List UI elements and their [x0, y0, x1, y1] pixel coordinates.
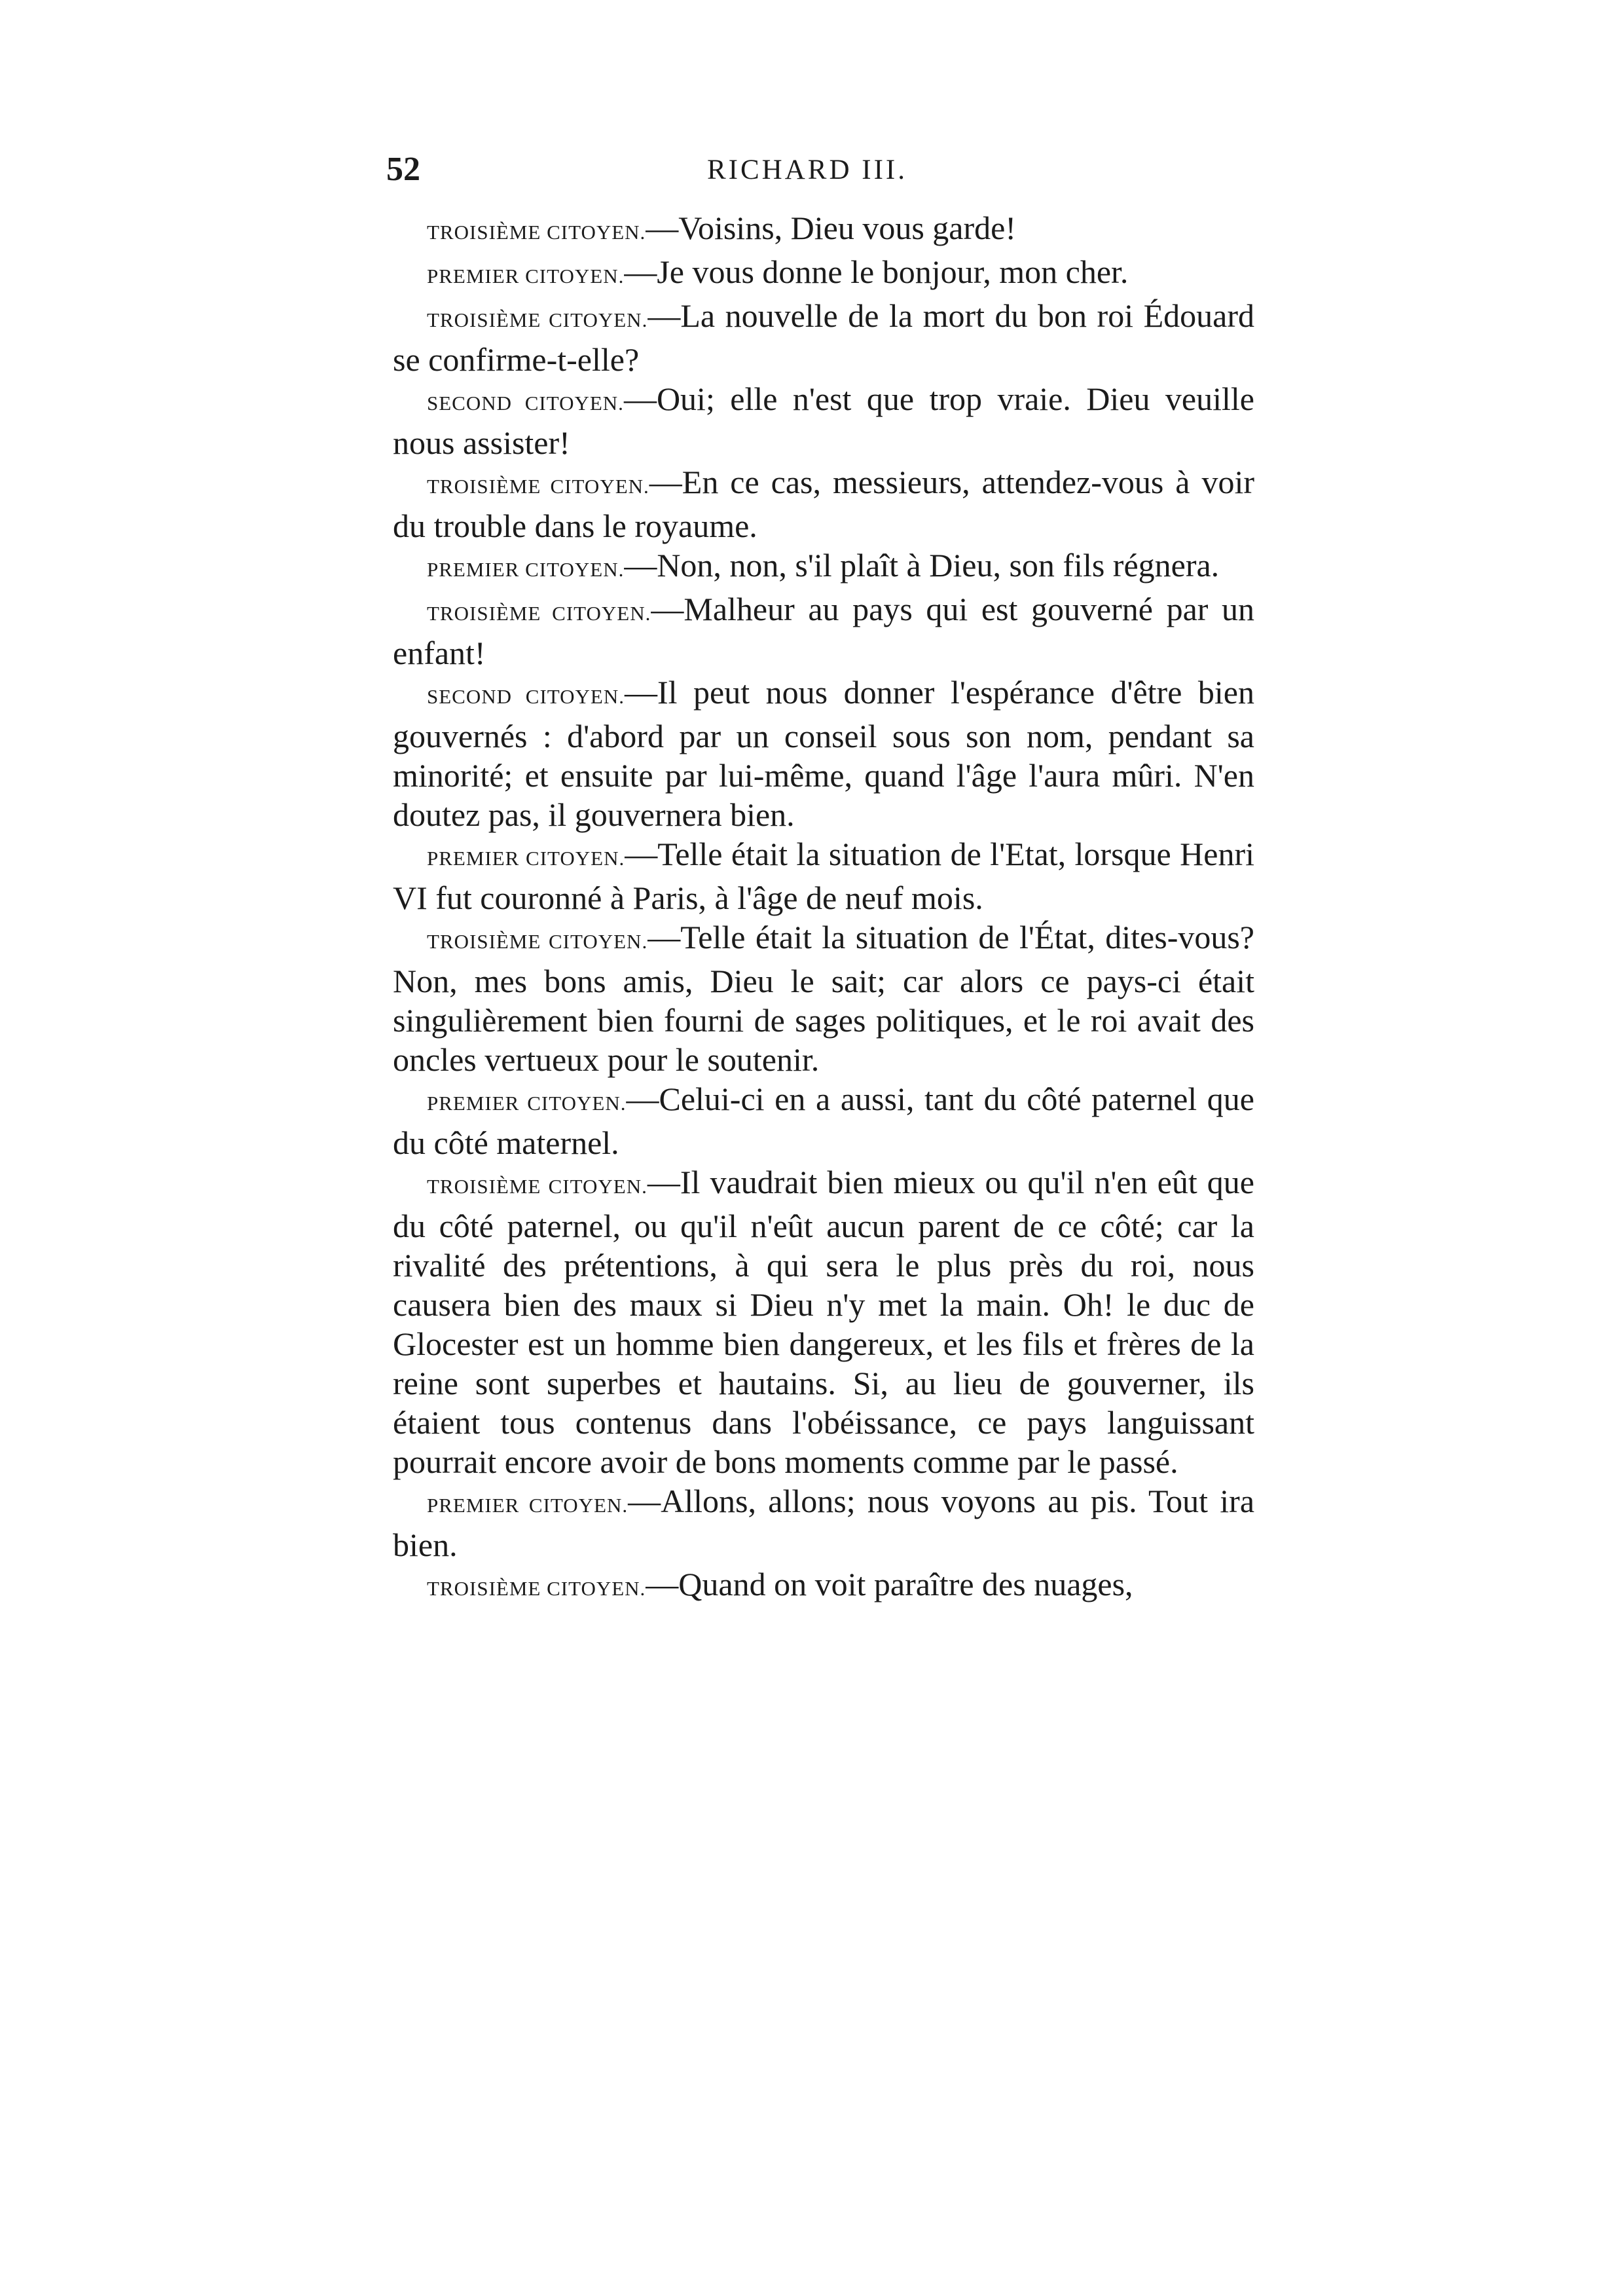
speaker-name: PREMIER CITOYEN.: [427, 1092, 627, 1115]
speech-paragraph: [393, 1079, 1254, 1162]
dialogue-text: [393, 208, 1254, 1608]
speech-text: —Je vous donne le bonjour, mon cher.: [624, 253, 1129, 290]
speaker-name: PREMIER CITOYEN.: [427, 265, 625, 287]
speech-text: —Non, non, s'il plaît à Dieu, son fils régnera.: [624, 547, 1220, 583]
speech-paragraph: [393, 1481, 1254, 1565]
speech-text: —Malheur au pays qui est gouverné par un enfant!: [393, 591, 1255, 671]
speaker-name: SECOND CITOYEN.: [427, 392, 624, 415]
speaker-name: PREMIER CITOYEN.: [427, 558, 625, 581]
speech-text: —Il peut nous donner l'espérance d'être bien gouvernés : d'abord par un conseil sous son nom, pendant sa minorité; et ensuite par lui-même, quand l'âge l'aura mûri. N'en doutez pas, il gouvernera bien.: [393, 674, 1254, 833]
speech-paragraph: [393, 296, 1254, 379]
speech-paragraph: [393, 546, 1254, 589]
speech-paragraph: [393, 252, 1254, 296]
speech-paragraph: [393, 208, 1254, 252]
speech-paragraph: [393, 673, 1254, 834]
speech-text: —Allons, allons; nous voyons au pis. Tout ira bien.: [393, 1483, 1255, 1563]
page-header: [386, 147, 1270, 193]
speaker-name: SECOND CITOYEN.: [427, 685, 625, 708]
speech-paragraph: [393, 1162, 1254, 1481]
speech-text: —La nouvelle de la mort du bon roi Édouard se confirme-t-elle?: [393, 297, 1255, 378]
speech-paragraph: [393, 379, 1254, 462]
speech-paragraph: [393, 834, 1254, 917]
speaker-name: TROISIÈME CITOYEN.: [427, 475, 649, 498]
speech-text: —En ce cas, messieurs, attendez-vous à voir du trouble dans le royaume.: [393, 464, 1255, 544]
speech-text: —Telle était la situation de l'Etat, lorsque Henri VI fut couronné à Paris, à l'âge de neuf mois.: [393, 836, 1254, 916]
speech-paragraph: [393, 1565, 1254, 1608]
speech-text: —Telle était la situation de l'État, dites-vous? Non, mes bons amis, Dieu le sait; car alors ce pays-ci était singulièrement bien fourni de sages politiques, et le roi avait des oncles vertueux pour le soutenir.: [393, 919, 1254, 1078]
speech-paragraph: [393, 462, 1254, 546]
speech-text: —Celui-ci en a aussi, tant du côté paternel que du côté maternel.: [393, 1081, 1254, 1161]
speech-text: —Il vaudrait bien mieux ou qu'il n'en eût que du côté paternel, ou qu'il n'eût aucun parent de ce côté; car la rivalité des prétentions, à qui sera le plus près du roi, nous causera bien des maux si Dieu n'y met la main. Oh! le duc de Glocester est un homme bien dangereux, et les fils et frères de la reine sont superbes et hautains. Si, au lieu de gouverner, ils étaient tous contenus dans l'obéissance, ce pays languissant pourrait encore avoir de bons moments comme par le passé.: [393, 1164, 1254, 1480]
page-number: 52: [386, 151, 420, 188]
speaker-name: TROISIÈME CITOYEN.: [427, 1175, 647, 1198]
speech-text: —Oui; elle n'est que trop vraie. Dieu veuille nous assister!: [393, 380, 1254, 461]
speaker-name: TROISIÈME CITOYEN.: [427, 308, 648, 331]
speech-paragraph: [393, 589, 1254, 673]
speaker-name: TROISIÈME CITOYEN.: [427, 602, 651, 625]
speaker-name: TROISIÈME CITOYEN.: [427, 930, 648, 953]
speaker-name: PREMIER CITOYEN.: [427, 847, 625, 870]
speaker-name: TROISIÈME CITOYEN.: [427, 1577, 646, 1600]
running-title: RICHARD III.: [707, 155, 907, 185]
speech-paragraph: [393, 917, 1254, 1079]
speaker-name: TROISIÈME CITOYEN.: [427, 221, 646, 244]
speech-text: —Voisins, Dieu vous garde!: [646, 210, 1016, 246]
speech-text: —Quand on voit paraître des nuages,: [646, 1566, 1133, 1602]
speaker-name: PREMIER CITOYEN.: [427, 1494, 629, 1517]
